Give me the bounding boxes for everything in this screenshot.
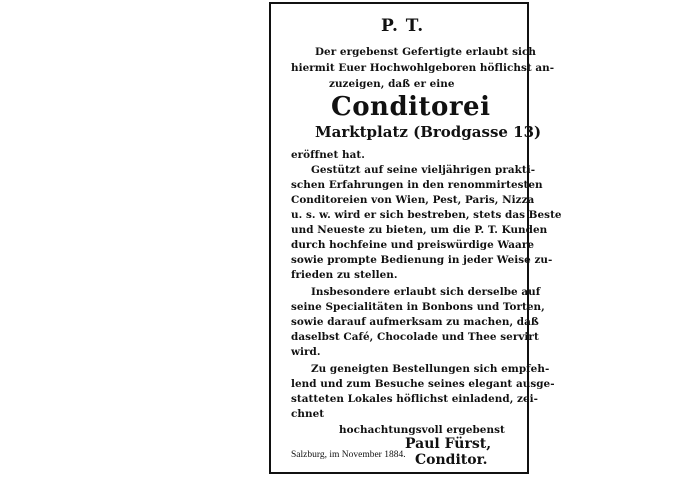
intro-line-3: zuzeigen, daß er eine (329, 78, 455, 90)
signature-title: Conditor. (415, 452, 488, 468)
opened-line: eröffnet hat. (291, 149, 365, 161)
para3-line-2: lend und zum Besuche seines elegant ausge- (291, 378, 555, 390)
closing-line: hochachtungsvoll ergebenst (339, 424, 505, 436)
para2-line-2: seine Specialitäten in Bonbons und Torten, (291, 301, 545, 313)
para2-line-4: daselbst Café, Chocolade und Thee servirt (291, 331, 539, 343)
salutation: P. T. (381, 16, 425, 36)
para1-line-1: Gestützt auf seine vieljährigen prakti- (311, 164, 536, 176)
address-line: Marktplatz (Brodgasse 13) (315, 123, 542, 141)
intro-line-1: Der ergebenst Gefertigte erlaubt sich (315, 46, 536, 58)
para1-line-7: sowie prompte Bedienung in jeder Weise zu- (291, 254, 553, 266)
intro-line-2: hiermit Euer Hochwohlgeboren höflichst an- (291, 62, 555, 74)
para3-line-3: statteten Lokales höflichst einladend, zei- (291, 393, 539, 405)
para1-line-4: u. s. w. wird er sich bestreben, stets das Beste (291, 209, 562, 221)
para1-line-5: und Neueste zu bieten, um die P. T. Kunden (291, 224, 548, 236)
para1-line-3: Conditoreien von Wien, Pest, Paris, Nizza (291, 194, 535, 206)
para1-line-2: schen Erfahrungen in den renommirtesten (291, 179, 543, 191)
notice-card (269, 2, 562, 474)
para1-line-6: durch hochfeine und preiswürdige Waare (291, 239, 535, 251)
para2-line-5: wird. (291, 346, 321, 358)
para3-line-1: Zu geneigten Bestellungen sich empfeh- (311, 363, 550, 375)
business-heading: Conditorei (331, 92, 491, 122)
para2-line-3: sowie darauf aufmerksam zu machen, daß (291, 316, 539, 328)
para3-line-4: chnet (291, 408, 325, 420)
para2-line-1: Insbesondere erlaubt sich derselbe auf (311, 286, 541, 298)
para1-line-8: frieden zu stellen. (291, 269, 398, 281)
signature-name: Paul Fürst, (405, 436, 492, 452)
date-line: Salzburg, im November 1884. (291, 450, 406, 460)
